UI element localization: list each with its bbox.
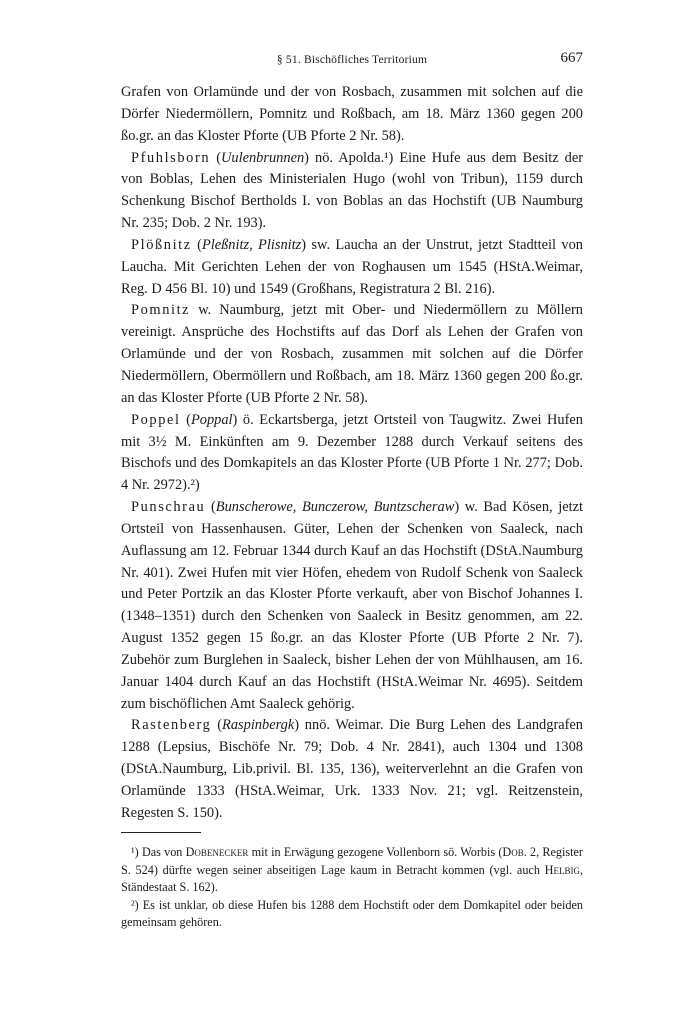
footnote [121,897,583,932]
footnote-text: Helbig [544,862,580,877]
footnote-text: mit in Erwägung gezogene Vollenborn sö. Worbis ( [248,845,503,859]
footnote-text: Das von [138,845,186,859]
entry-placename: Punschrau [131,499,206,516]
footnote-mark: ¹) [131,845,139,859]
entry-placename: Plößnitz [131,236,192,253]
entry-old-names: Pleßnitz, Plisnitz [201,236,302,253]
entry-text: Grafen von Orlamünde und der von Rosbach, zusammen mit solchen auf die Dörfer Niedermöllern, Pomnitz und Roßbach, am 18. März 1360 gegen 200 ßo.gr. an das Kloster Pforte (UB Pforte 2 Nr. 58). [121,84,583,144]
entry-placename: Pomnitz [131,302,191,319]
entry-old-names: Poppal [190,411,233,428]
entry-text: nnö. Weimar. Die Burg Lehen des Landgrafen 1288 (Lepsius, Bischöfe Nr. 79; Dob. 4 Nr. 2841), auch 1304 und 1308 (DStA.Naumburg, Lib.privil. Bl. 135, 136), weiterverlehnt an die Grafen von Orlamünde 1333 (HStA.Weimar, Urk. 1333 Nov. 21; vgl. Reitzenstein, Regesten S. 150). [121,717,583,821]
footnote-text: Dob. [502,845,527,859]
entry-old-names: Uulenbrunnen [221,149,305,166]
entry-text: w. Bad Kösen, jetzt Ortsteil von Hassenhausen. Güter, Lehen der Schenken von Saaleck, nach Auflassung am 12. Februar 1344 durch Kauf an das Hochstift (DStA.Naumburg Nr. 401). Zwei Hufen mit vier Höfen, ehedem von Rudolf Schenk von Saaleck und Peter Portzik an das Kloster Pforte verkauft, aber von Bischof Johannes I. (1348–1351) durch den Schenken von Saaleck in Besitz genommen, am 22. August 1352 gegen 15 ßo.gr. an das Kloster Pforte (UB Pforte 2 Nr. 7). Zubehör zum Burglehen in Saaleck, bisher Lehen der von Mühlhausen, am 16. Januar 1404 durch Kauf an das Hochstift (HStA.Weimar Nr. 4695). Seitdem zum bischöflichen Amt Saaleck gehörig. [121,499,584,712]
entry-old-names: Bunscherowe, Bunczerow, Buntzscheraw [215,499,455,516]
page-header [121,46,583,70]
footnotes [121,844,583,932]
entry-text: nö. Apolda.¹) Eine Hufe aus dem Besitz der von Boblas, Lehen des Ministerialen Hugo (wohl von Tribun), 1159 durch Schenkung Bischof Bertholds I. von Boblas an das Hochstift (UB Naumburg Nr. 235; Dob. 2 Nr. 193). [121,149,583,232]
entry-placename: Pfuhlsborn [131,149,211,166]
footnote-text: Dobenecker [185,845,249,859]
entry-text: w. Naumburg, jetzt mit Ober- und Niedermöllern zu Möllern vereinigt. Ansprüche des Hochstifts auf das Dorf als Lehen der Grafen von Orlamünde und der von Rosbach, zusammen mit solchen auf die Dörfer Niedermöllern, Obermöllern und Roßbach, am 18. März 1360 gegen 200 ßo.gr. an das Kloster Pforte (UB Pforte 2 Nr. 58). [121,302,583,406]
entry-paragraph: Poppel (Poppal) ö. Eckartsberga, jetzt Ortsteil von Taugwitz. Zwei Hufen mit 3½ M. Einkünften am 9. Dezember 1288 durch Verkauf seitens des Bischofs und des Domkapitels an das Kloster Pforte (UB Pforte 1 Nr. 277; Dob. 4 Nr. 2972).²) [121,411,584,494]
page-number: 667 [560,50,583,66]
footnote [121,844,583,897]
entry-paragraph: Plößnitz (Pleßnitz, Plisnitz) sw. Laucha an der Unstrut, jetzt Stadtteil von Laucha. Mit Gerichten Lehen der von Roghausen um 1545 (HStA.Weimar, Reg. D 456 Bl. 10) und 1549 (Großhans, Registratura 2 Bl. 216). [121,236,583,297]
entry-placename: Rastenberg [131,717,212,734]
footnote-rule [121,832,201,833]
entry-placename: Poppel [131,411,181,428]
footnote-text: 2, Register S. 524) dürfte wegen seiner abseitigen Lage kaum in Betracht kommen (vgl. auch [121,845,583,877]
running-title: § 51. Bischöfliches Territorium [276,54,428,66]
entry-paragraph: Pfuhlsborn (Uulenbrunnen) nö. Apolda.¹) Eine Hufe aus dem Besitz der von Boblas, Lehen des Ministerialen Hugo (wohl von Tribun), 1159 durch Schenkung Bischof Bertholds I. von Boblas an das Hochstift (UB Naumburg Nr. 235; Dob. 2 Nr. 193). [121,149,583,232]
entry-paragraph [121,82,583,148]
entry-paragraph [121,300,583,409]
entry-old-names: Raspinbergk [222,717,295,734]
footnote-text: Es ist unklar, ob diese Hufen bis 1288 dem Hochstift oder dem Domkapitel oder beiden gemeinsam gehören. [121,897,583,930]
entry-text: ö. Eckartsberga, jetzt Ortsteil von Taugwitz. Zwei Hufen mit 3½ M. Einkünften am 9. Dezember 1288 durch Verkauf seitens des Bischofs und des Domkapitels an das Kloster Pforte (UB Pforte 1 Nr. 277; Dob. 4 Nr. 2972).²) [121,411,584,494]
footnote-mark: ²) [131,897,139,912]
entry-paragraph: Punschrau (Bunscherowe, Bunczerow, Buntzscheraw) w. Bad Kösen, jetzt Ortsteil von Hassenhausen. Güter, Lehen der Schenken von Saaleck, nach Auflassung am 12. Februar 1344 durch Kauf an das Hochstift (DStA.Naumburg Nr. 401). Zwei Hufen mit vier Höfen, ehedem von Rudolf Schenk von Saaleck und Peter Portzik an das Kloster Pforte verkauft, aber von Bischof Johannes I. (1348–1351) durch den Schenken von Saaleck in Besitz genommen, am 22. August 1352 gegen 15 ßo.gr. an das Kloster Pforte (UB Pforte 2 Nr. 7). Zubehör zum Burglehen in Saaleck, bisher Lehen der von Mühlhausen, am 16. Januar 1404 durch Kauf an das Hochstift (HStA.Weimar Nr. 4695). Seitdem zum bischöflichen Amt Saaleck gehörig. [121,499,584,712]
entry-paragraph: Rastenberg (Raspinbergk) nnö. Weimar. Die Burg Lehen des Landgrafen 1288 (Lepsius, Bischöfe Nr. 79; Dob. 4 Nr. 2841), auch 1304 und 1308 (DStA.Naumburg, Lib.privil. Bl. 135, 136), weiterverlehnt an die Grafen von Orlamünde 1333 (HStA.Weimar, Urk. 1333 Nov. 21; vgl. Reitzenstein, Regesten S. 150). [121,717,583,821]
footnote-text: , Ständestaat S. 162). [121,862,583,895]
main-text [121,82,583,825]
entry-text: sw. Laucha an der Unstrut, jetzt Stadtteil von Laucha. Mit Gerichten Lehen der von Roghausen um 1545 (HStA.Weimar, Reg. D 456 Bl. 10) und 1549 (Großhans, Registratura 2 Bl. 216). [121,236,583,297]
